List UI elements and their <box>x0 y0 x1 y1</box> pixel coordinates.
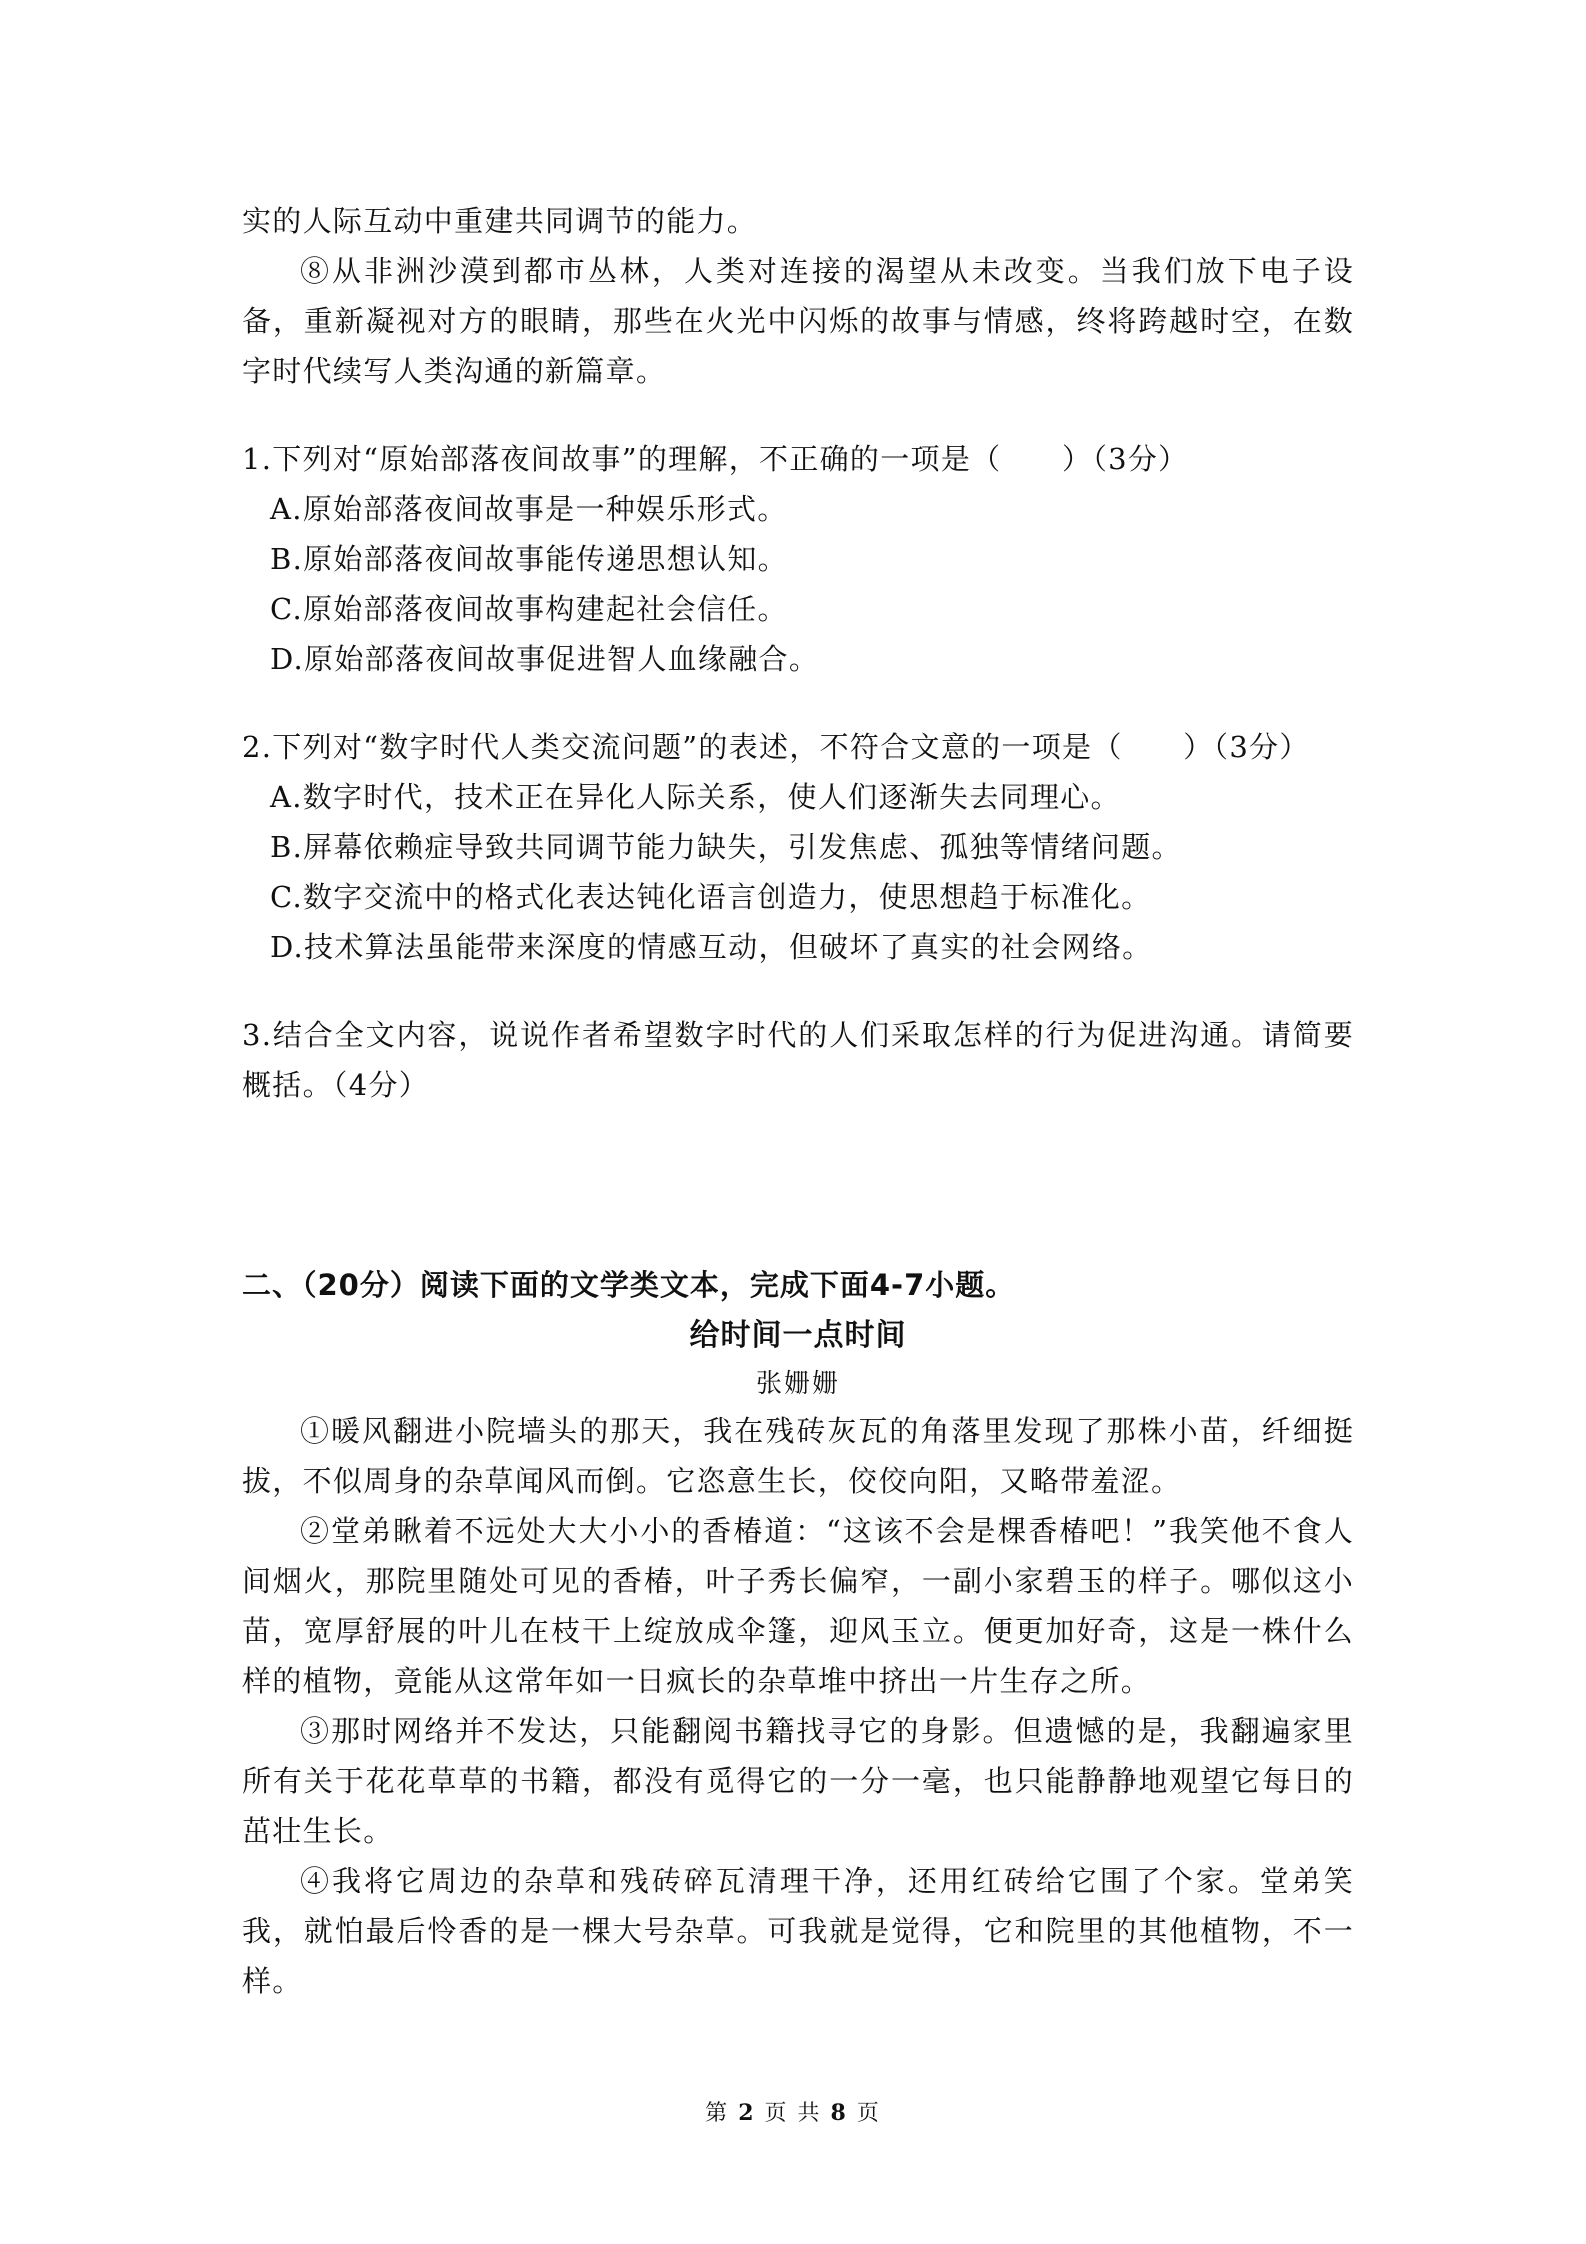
footer-suffix: 页 <box>856 2101 881 2126</box>
option-d: D.原始部落夜间故事促进智人血缘融合。 <box>270 642 820 676</box>
passage-paragraph-8: ⑧从非洲沙漠到都市丛林，人类对连接的渴望从未改变。当我们放下电子设备，重新凝视对方的眼睛，那些在火光中闪烁的故事与情感，终将跨越时空，在数字时代续写人类沟通的新篇章。 <box>242 254 1354 388</box>
question-stem: 3.结合全文内容，说说作者希望数字时代的人们采取怎样的行为促进沟通。请简要概括。（4分） <box>242 1018 1354 1102</box>
question-1 <box>242 434 1354 684</box>
article-title: 给时间一点时间 <box>689 1318 907 1353</box>
article-author: 张姗姗 <box>755 1369 840 1399</box>
question-stem: 1.下列对“原始部落夜间故事”的理解，不正确的一项是（ ）（3分） <box>242 442 1189 476</box>
option-a: A.原始部落夜间故事是一种娱乐形式。 <box>270 492 788 526</box>
question-2 <box>242 722 1354 972</box>
article-paragraph-3: ③那时网络并不发达，只能翻阅书籍找寻它的身影。但遗憾的是，我翻遍家里所有关于花花草草的书籍，都没有觅得它的一分一毫，也只能静静地观望它每日的茁壮生长。 <box>242 1714 1354 1848</box>
article-paragraph-4: ④我将它周边的杂草和残砖碎瓦清理干净，还用红砖给它围了个家。堂弟笑我，就怕最后怜香的是一棵大号杂草。可我就是觉得，它和院里的其他植物，不一样。 <box>242 1864 1354 1998</box>
question-stem: 2.下列对“数字时代人类交流问题”的表述，不符合文意的一项是（ ）（3分） <box>242 730 1310 764</box>
article-paragraph-1: ①暖风翻进小院墙头的那天，我在残砖灰瓦的角落里发现了那株小苗，纤细挺拔，不似周身的杂草闻风而倒。它恣意生长，佼佼向阳，又略带羞涩。 <box>242 1414 1354 1498</box>
option-b: B.原始部落夜间故事能传递思想认知。 <box>270 542 788 576</box>
option-c: C.数字交流中的格式化表达钝化语言创造力，使思想趋于标准化。 <box>270 880 1152 914</box>
section-2 <box>242 1260 1354 2006</box>
page-footer <box>0 2096 1586 2127</box>
footer-middle: 页 共 <box>764 2101 822 2126</box>
total-pages: 8 <box>830 2100 848 2126</box>
option-c: C.原始部落夜间故事构建起社会信任。 <box>270 592 788 626</box>
footer-prefix: 第 <box>705 2101 730 2126</box>
question-3 <box>242 1010 1354 1110</box>
option-b: B.屏幕依赖症导致共同调节能力缺失，引发焦虑、孤独等情绪问题。 <box>270 830 1182 864</box>
page-content <box>242 196 1354 2006</box>
section-heading: 二、（20分）阅读下面的文学类文本，完成下面4-7小题。 <box>242 1268 1016 1302</box>
option-d: D.技术算法虽能带来深度的情感互动，但破坏了真实的社会网络。 <box>270 930 1153 964</box>
article-paragraph-2: ②堂弟瞅着不远处大大小小的香椿道：“这该不会是棵香椿吧！”我笑他不食人间烟火，那院里随处可见的香椿，叶子秀长偏窄，一副小家碧玉的样子。哪似这小苗，宽厚舒展的叶儿在枝干上绽放成伞篷，迎风玉立。便更加好奇，这是一株什么样的植物，竟能从这常年如一日疯长的杂草堆中挤出一片生存之所。 <box>242 1514 1354 1698</box>
option-a: A.数字时代，技术正在异化人际关系，使人们逐渐失去同理心。 <box>270 780 1121 814</box>
page-number: 2 <box>738 2100 756 2126</box>
passage-paragraph-7-tail: 实的人际互动中重建共同调节的能力。 <box>242 204 758 238</box>
